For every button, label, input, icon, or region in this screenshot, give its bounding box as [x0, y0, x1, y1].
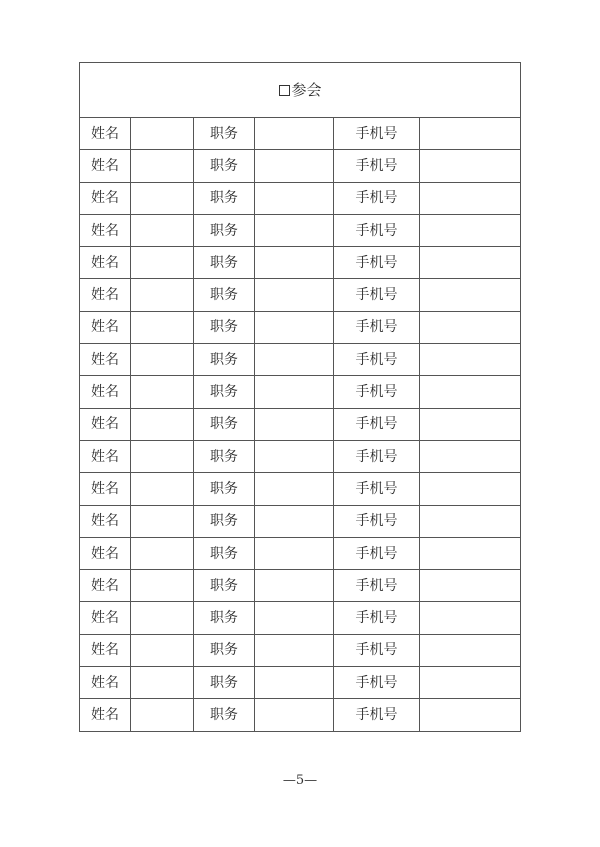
name-label: 姓名 — [80, 440, 131, 472]
phone-field[interactable] — [420, 344, 521, 376]
name-label: 姓名 — [80, 699, 131, 731]
phone-label: 手机号 — [334, 634, 420, 666]
phone-field[interactable] — [420, 537, 521, 569]
name-field[interactable] — [131, 473, 194, 505]
name-label: 姓名 — [80, 634, 131, 666]
position-label: 职务 — [194, 214, 255, 246]
phone-label: 手机号 — [334, 182, 420, 214]
phone-label: 手机号 — [334, 344, 420, 376]
phone-label: 手机号 — [334, 279, 420, 311]
name-label: 姓名 — [80, 408, 131, 440]
phone-label: 手机号 — [334, 667, 420, 699]
name-field[interactable] — [131, 279, 194, 311]
phone-field[interactable] — [420, 570, 521, 602]
phone-label: 手机号 — [334, 699, 420, 731]
name-label: 姓名 — [80, 667, 131, 699]
form-row — [80, 570, 521, 602]
name-label: 姓名 — [80, 118, 131, 150]
position-label: 职务 — [194, 279, 255, 311]
name-label: 姓名 — [80, 376, 131, 408]
name-label: 姓名 — [80, 505, 131, 537]
name-label: 姓名 — [80, 311, 131, 343]
attend-header-cell — [80, 63, 521, 118]
phone-field[interactable] — [420, 667, 521, 699]
name-label: 姓名 — [80, 537, 131, 569]
phone-field[interactable] — [420, 214, 521, 246]
phone-label: 手机号 — [334, 118, 420, 150]
form-row — [80, 118, 521, 150]
form-row — [80, 699, 521, 731]
position-field[interactable] — [255, 440, 334, 472]
name-field[interactable] — [131, 247, 194, 279]
name-label: 姓名 — [80, 602, 131, 634]
name-field[interactable] — [131, 376, 194, 408]
position-field[interactable] — [255, 537, 334, 569]
position-field[interactable] — [255, 376, 334, 408]
phone-label: 手机号 — [334, 247, 420, 279]
attend-label: 参会 — [291, 80, 322, 99]
name-field[interactable] — [131, 118, 194, 150]
name-label: 姓名 — [80, 214, 131, 246]
position-label: 职务 — [194, 505, 255, 537]
name-label: 姓名 — [80, 344, 131, 376]
phone-label: 手机号 — [334, 376, 420, 408]
form-row — [80, 247, 521, 279]
name-field[interactable] — [131, 505, 194, 537]
form-row — [80, 182, 521, 214]
phone-field[interactable] — [420, 505, 521, 537]
position-label: 职务 — [194, 440, 255, 472]
position-field[interactable] — [255, 602, 334, 634]
name-label: 姓名 — [80, 473, 131, 505]
form-row — [80, 408, 521, 440]
phone-label: 手机号 — [334, 602, 420, 634]
phone-field[interactable] — [420, 247, 521, 279]
form-row — [80, 311, 521, 343]
phone-label: 手机号 — [334, 311, 420, 343]
form-row — [80, 279, 521, 311]
position-field[interactable] — [255, 473, 334, 505]
phone-field[interactable] — [420, 118, 521, 150]
position-field[interactable] — [255, 667, 334, 699]
position-label: 职务 — [194, 344, 255, 376]
form-row — [80, 376, 521, 408]
name-field[interactable] — [131, 182, 194, 214]
position-label: 职务 — [194, 473, 255, 505]
phone-label: 手机号 — [334, 537, 420, 569]
position-field[interactable] — [255, 118, 334, 150]
position-field[interactable] — [255, 150, 334, 182]
name-label: 姓名 — [80, 247, 131, 279]
phone-field[interactable] — [420, 440, 521, 472]
form-row — [80, 344, 521, 376]
position-label: 职务 — [194, 667, 255, 699]
position-field[interactable] — [255, 634, 334, 666]
name-field[interactable] — [131, 634, 194, 666]
name-field[interactable] — [131, 570, 194, 602]
name-label: 姓名 — [80, 570, 131, 602]
position-field[interactable] — [255, 408, 334, 440]
position-field[interactable] — [255, 247, 334, 279]
phone-label: 手机号 — [334, 150, 420, 182]
position-label: 职务 — [194, 118, 255, 150]
position-field[interactable] — [255, 699, 334, 731]
form-row — [80, 214, 521, 246]
name-label: 姓名 — [80, 150, 131, 182]
name-field[interactable] — [131, 408, 194, 440]
form-row — [80, 667, 521, 699]
name-field[interactable] — [131, 311, 194, 343]
position-label: 职务 — [194, 634, 255, 666]
phone-label: 手机号 — [334, 214, 420, 246]
phone-label: 手机号 — [334, 570, 420, 602]
phone-label: 手机号 — [334, 473, 420, 505]
phone-field[interactable] — [420, 408, 521, 440]
phone-field[interactable] — [420, 182, 521, 214]
position-label: 职务 — [194, 376, 255, 408]
name-label: 姓名 — [80, 279, 131, 311]
phone-label: 手机号 — [334, 440, 420, 472]
position-field[interactable] — [255, 311, 334, 343]
name-field[interactable] — [131, 344, 194, 376]
form-row — [80, 473, 521, 505]
page-number: —5— — [282, 773, 318, 788]
name-field[interactable] — [131, 602, 194, 634]
position-field[interactable] — [255, 214, 334, 246]
phone-field[interactable] — [420, 279, 521, 311]
attend-header-row — [80, 63, 521, 118]
position-label: 职务 — [194, 150, 255, 182]
phone-field[interactable] — [420, 699, 521, 731]
position-label: 职务 — [194, 182, 255, 214]
phone-field[interactable] — [420, 311, 521, 343]
position-field[interactable] — [255, 570, 334, 602]
phone-label: 手机号 — [334, 408, 420, 440]
position-field[interactable] — [255, 344, 334, 376]
name-field[interactable] — [131, 537, 194, 569]
position-label: 职务 — [194, 408, 255, 440]
name-field[interactable] — [131, 440, 194, 472]
phone-field[interactable] — [420, 376, 521, 408]
position-field[interactable] — [255, 182, 334, 214]
name-field[interactable] — [131, 150, 194, 182]
phone-field[interactable] — [420, 634, 521, 666]
form-row — [80, 505, 521, 537]
name-field[interactable] — [131, 214, 194, 246]
attend-checkbox[interactable] — [279, 85, 290, 96]
name-label: 姓名 — [80, 182, 131, 214]
form-row — [80, 440, 521, 472]
position-field[interactable] — [255, 505, 334, 537]
form-row — [80, 634, 521, 666]
phone-field[interactable] — [420, 150, 521, 182]
position-field[interactable] — [255, 279, 334, 311]
phone-field[interactable] — [420, 602, 521, 634]
phone-label: 手机号 — [334, 505, 420, 537]
position-label: 职务 — [194, 247, 255, 279]
position-label: 职务 — [194, 311, 255, 343]
position-label: 职务 — [194, 537, 255, 569]
name-field[interactable] — [131, 667, 194, 699]
form-row — [80, 150, 521, 182]
attendee-form-table — [79, 62, 521, 732]
form-row — [80, 537, 521, 569]
form-row — [80, 602, 521, 634]
name-field[interactable] — [131, 699, 194, 731]
phone-field[interactable] — [420, 473, 521, 505]
position-label: 职务 — [194, 699, 255, 731]
position-label: 职务 — [194, 570, 255, 602]
position-label: 职务 — [194, 602, 255, 634]
